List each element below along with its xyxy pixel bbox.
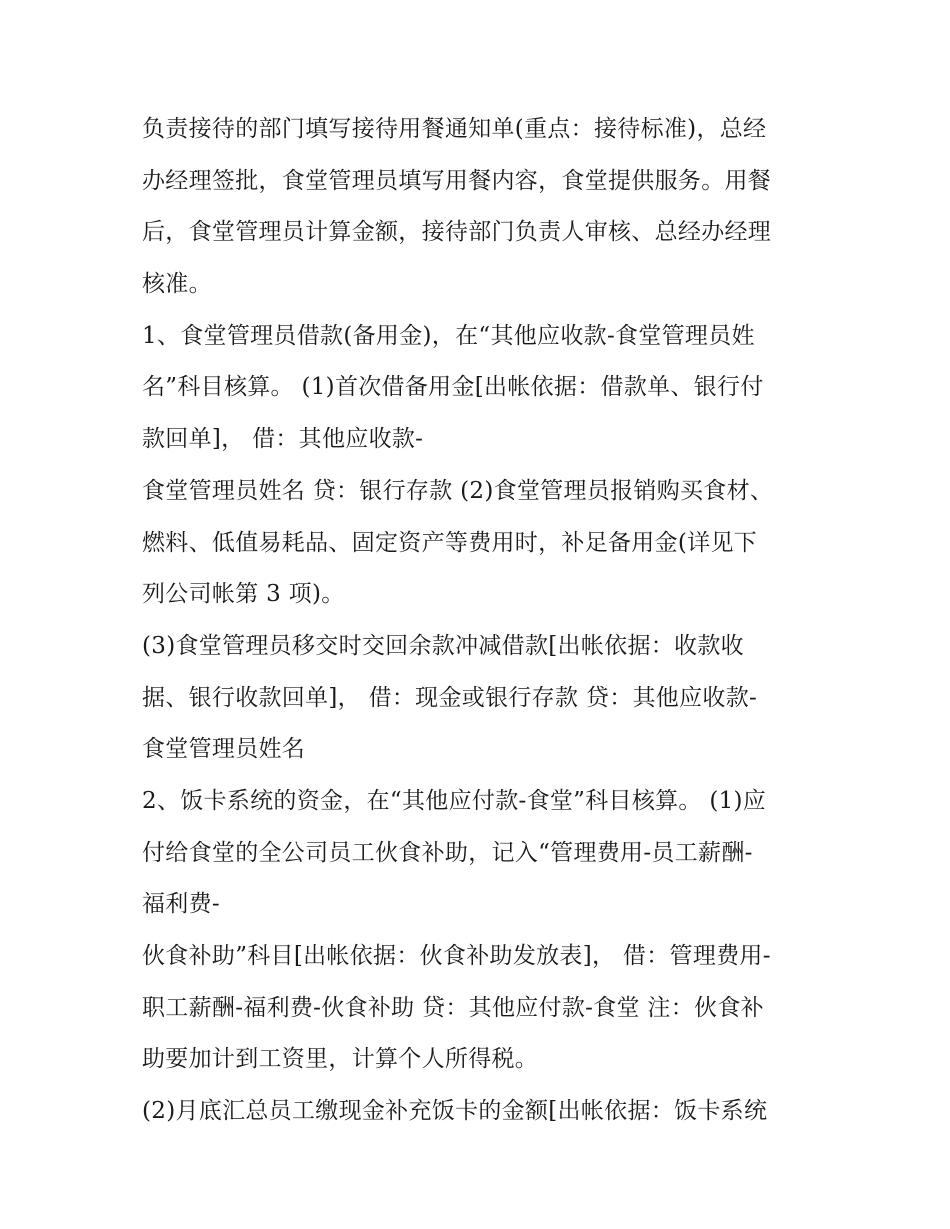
document-body bbox=[142, 104, 822, 1138]
text-line: (3)食堂管理员移交时交回余款冲减借款[出帐依据：收款收 bbox=[142, 632, 744, 659]
text-line: 食堂管理员姓名 贷：银行存款 (2)食堂管理员报销购买食材、 bbox=[142, 477, 774, 504]
text-line: 负责接待的部门填写接待用餐通知单(重点：接待标准)，总经 bbox=[142, 116, 767, 142]
text-line: 名”科目核算。 (1)首次借备用金[出帐依据：借款单、银行付 bbox=[142, 374, 764, 401]
text-line: 1、食堂管理员借款(备用金)，在“其他应收款-食堂管理员姓 bbox=[142, 322, 755, 349]
text-line: 据、银行收款回单]， 借：现金或银行存款 贷：其他应收款- bbox=[142, 684, 758, 711]
text-line: 伙食补助”科目[出帐依据：伙食补助发放表]， 借：管理费用- bbox=[142, 943, 771, 969]
text-line: 食堂管理员姓名 bbox=[142, 736, 306, 763]
text-line: 款回单]， 借：其他应收款- bbox=[142, 426, 424, 453]
text-line: 职工薪酬-福利费-伙食补助 贷：其他应付款-食堂 注：伙食补 bbox=[142, 994, 764, 1021]
text-line: 付给食堂的全公司员工伙食补助，记入“管理费用-员工薪酬- bbox=[142, 839, 753, 866]
text-line: 办经理签批，食堂管理员填写用餐内容，食堂提供服务。用餐 bbox=[142, 167, 772, 194]
text-line: 助要加计到工资里，计算个人所得税。 bbox=[142, 1046, 539, 1073]
text-line: 福利费- bbox=[142, 891, 220, 918]
text-line: 燃料、低值易耗品、固定资产等费用时，补足备用金(详见下 bbox=[142, 529, 758, 556]
text-line: 核准。 bbox=[142, 271, 212, 298]
text-line: (2)月底汇总员工缴现金补充饭卡的金额[出帐依据：饭卡系统 bbox=[142, 1098, 768, 1125]
text-line: 后，食堂管理员计算金额，接待部门负责人审核、总经办经理 bbox=[142, 219, 772, 246]
text-line: 2、饭卡系统的资金，在“其他应付款-食堂”科目核算。 (1)应 bbox=[142, 787, 767, 814]
text-line: 列公司帐第 3 项)。 bbox=[142, 581, 345, 608]
